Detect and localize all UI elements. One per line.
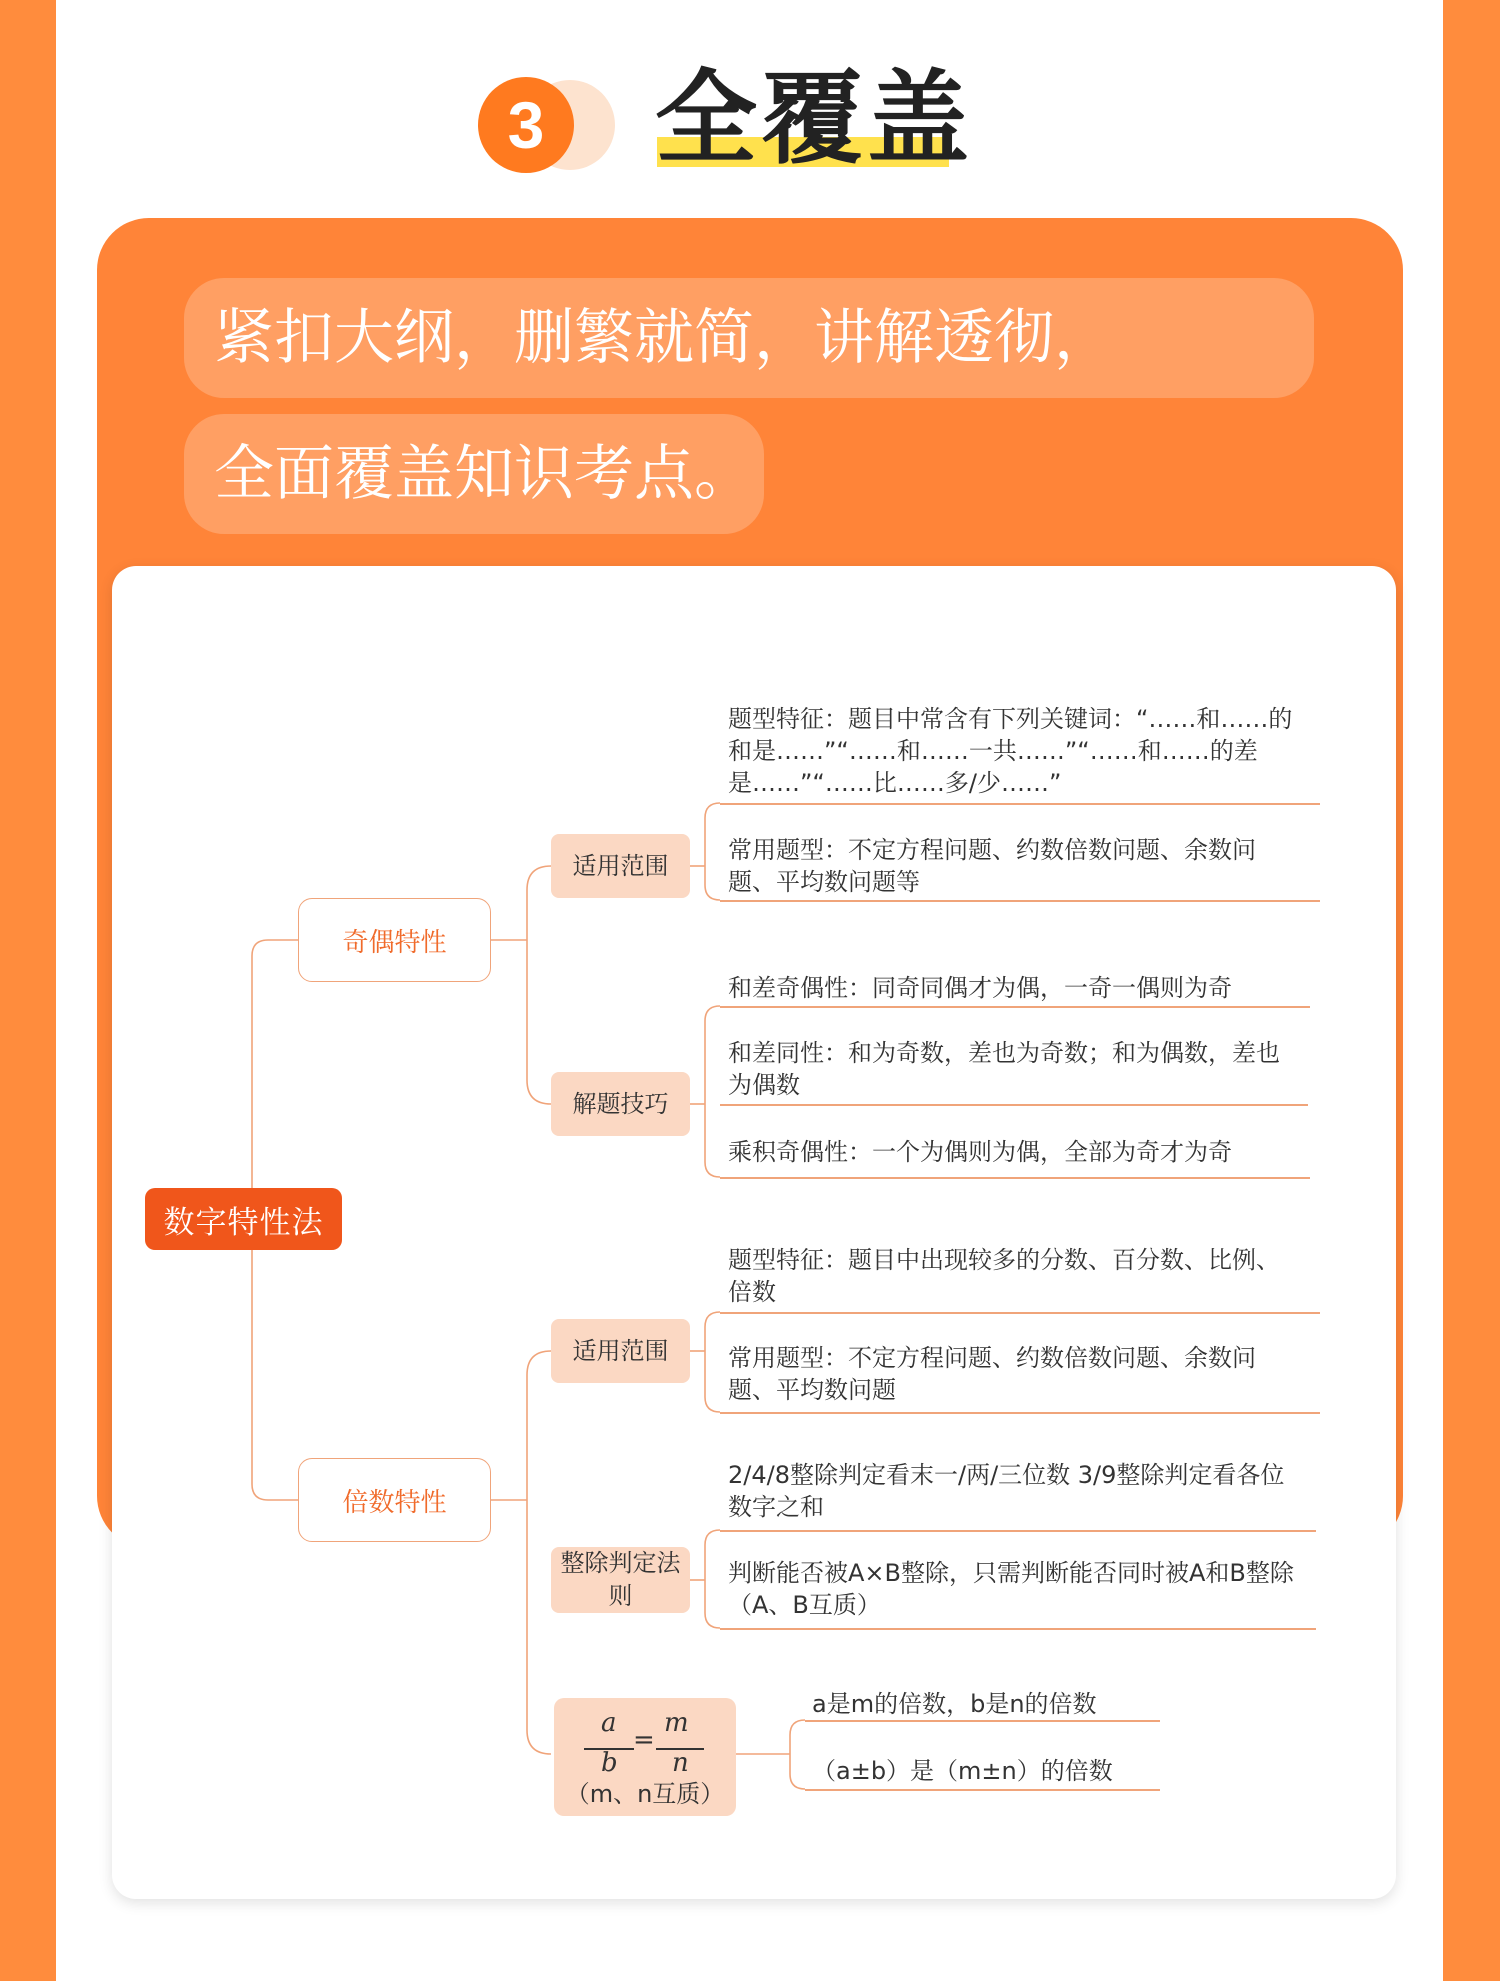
fraction-n: n [672,1748,689,1778]
page-title: 全覆盖 [655,60,973,179]
fraction-m: m [664,1708,689,1738]
leaf-multiple-relation: a是m的倍数，b是n的倍数 [812,1690,1097,1718]
leaf-common-types-2: 常用题型：不定方程问题、约数倍数问题、余数问题、平均数问题 [728,1344,1256,1404]
leaf-common-types-1: 常用题型：不定方程问题、约数倍数问题、余数问题、平均数问题等 [728,836,1256,896]
slogan-line-2: 全面覆盖知识考点。 [184,414,764,534]
node-solving-tips: 解题技巧 [551,1072,690,1136]
leaf-sum-diff-multiple: （a±b）是（m±n）的倍数 [812,1757,1113,1785]
leaf-product-parity: 乘积奇偶性：一个为偶则为偶，全部为奇才为奇 [728,1138,1232,1166]
fraction-b: b [601,1748,618,1778]
leaf-divisibility-248-39: 2/4/8整除判定看末一/两/三位数 3/9整除判定看各位数字之和 [728,1461,1285,1521]
leaf-keywords: 题型特征：题目中常含有下列关键词：“……和……的和是……”“……和……一共……”“……和……的差是……”“……比……多/少……” [728,705,1293,797]
node-divisibility-rules: 整除判定法则 [551,1547,690,1613]
fraction-coprime-note: （m、n互质） [565,1780,725,1808]
leaf-sum-diff-parity: 和差奇偶性：同奇同偶才为偶，一奇一偶则为奇 [728,974,1232,1002]
section-number-badge: 3 [478,77,574,173]
node-multiple-property: 倍数特性 [298,1458,491,1542]
slogan-line-1: 紧扣大纲，删繁就简，讲解透彻， [184,278,1314,398]
node-applicable-scope-2: 适用范围 [551,1319,690,1383]
leaf-feature-2: 题型特征：题目中出现较多的分数、百分数、比例、倍数 [728,1246,1280,1306]
node-odd-even-property: 奇偶特性 [298,898,491,982]
leaf-sum-diff-same: 和差同性：和为奇数，差也为奇数；和为偶数，差也为偶数 [728,1039,1280,1099]
leaf-divisibility-axb: 判断能否被A×B整除，只需判断能否同时被A和B整除（A、B互质） [728,1559,1294,1619]
root-node-digit-property-method: 数字特性法 [145,1188,342,1250]
node-applicable-scope-1: 适用范围 [551,834,690,898]
node-fraction-formula [554,1698,736,1816]
fraction-a: a [601,1708,617,1738]
equals-sign: = [633,1725,655,1755]
